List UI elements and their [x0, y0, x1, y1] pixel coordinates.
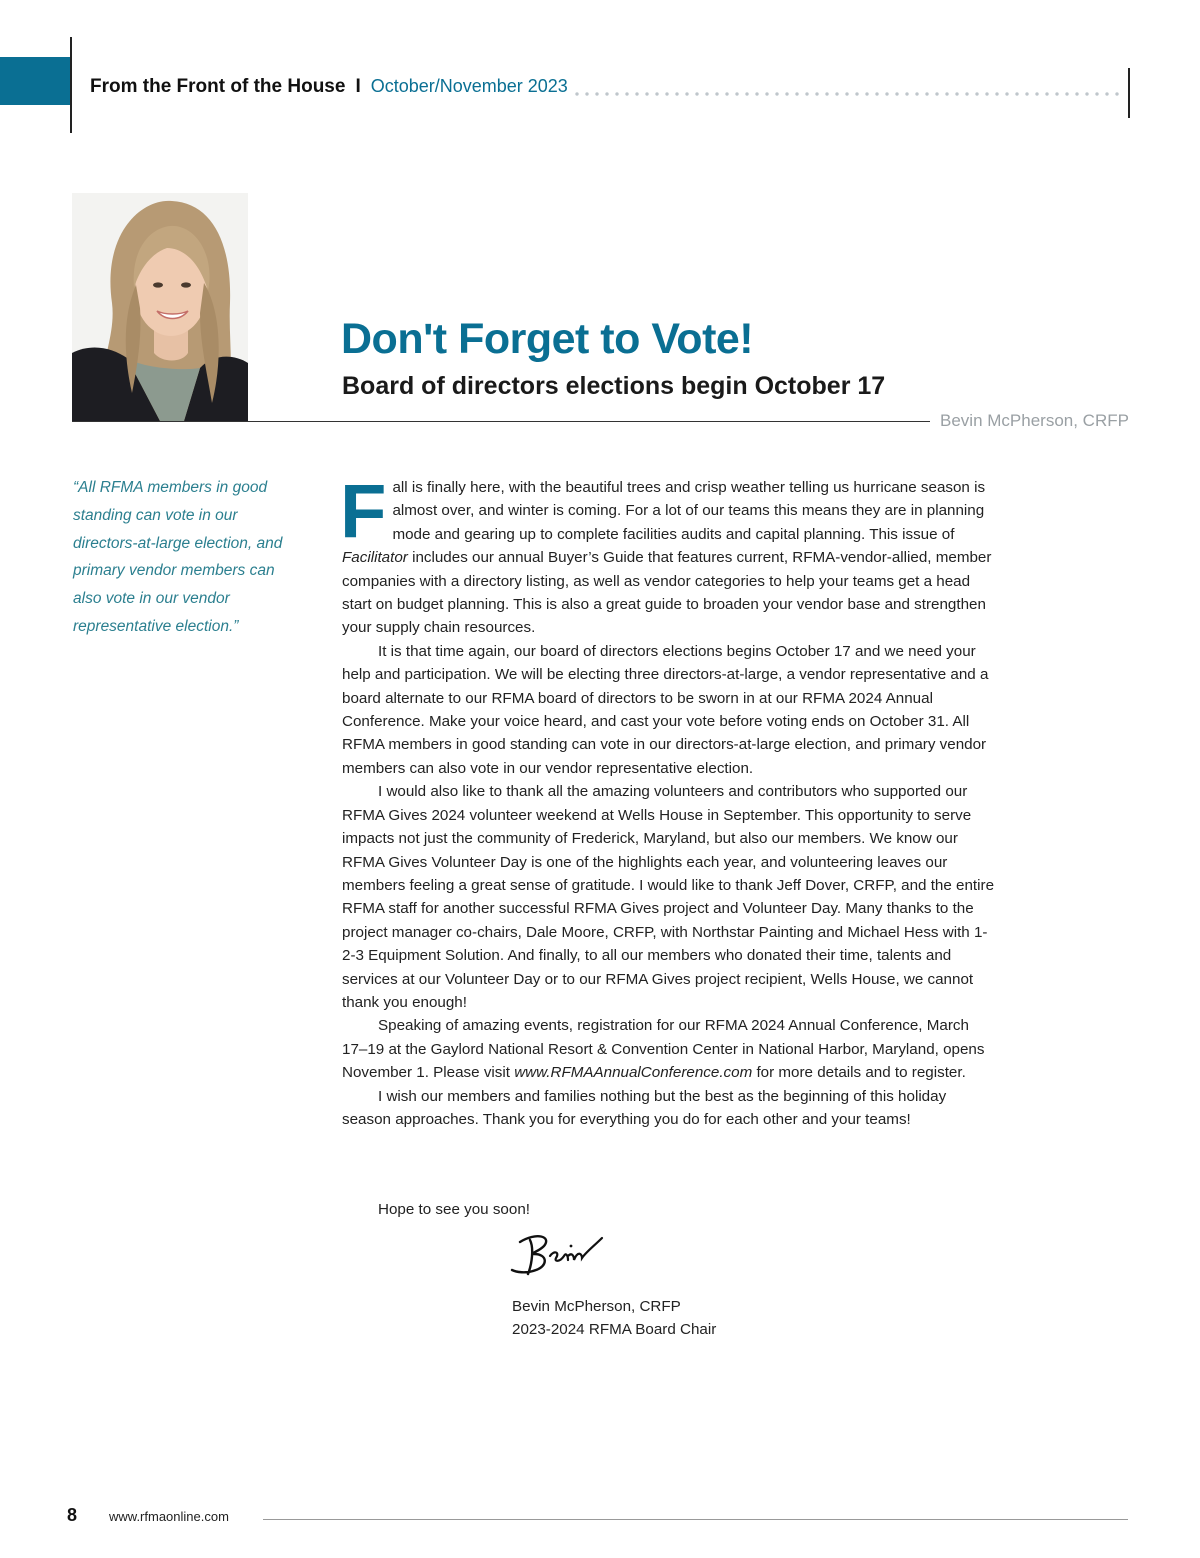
header-left-rule: [70, 37, 72, 133]
footer-rule: [263, 1519, 1128, 1520]
section-name: From the Front of the House: [90, 76, 346, 97]
issue-date: October/November 2023: [370, 76, 568, 96]
author-portrait: [72, 193, 248, 421]
paragraph-1-text-a: all is finally here, with the beautiful trees and crisp weather telling us hurricane season is almost over, and winter is coming. For a lot of our teams this means they are in planning mode and gearing up to complete facilities audits and capital planning. This issue of: [392, 479, 986, 543]
signer-block: [512, 1295, 716, 1342]
pull-quote: “All RFMA members in good standing can vote in our directors-at-large election, and primary vendor members can also vote in our vendor representative election.”: [73, 479, 283, 635]
signer-name: Bevin McPherson, CRFP: [512, 1298, 681, 1315]
paragraph-5: I wish our members and families nothing but the best as the beginning of this holiday season approaches. Thank you for everything you do for each other and your teams!: [342, 1087, 947, 1128]
paragraph-4-text-a: Speaking of amazing events, registration for our RFMA 2024 Annual Conference, March 17–19 at the Gaylord National Resort & Convention Center in National Harbor, Maryland, opens November 1. Please visit: [342, 1017, 985, 1082]
paragraph-3: I would also like to thank all the amazing volunteers and contributors who supported our RFMA Gives 2024 volunteer weekend at Wells House in September. This opportunity to serve impacts not just the community of Frederick, Maryland, but also our members. We know our RFMA Gives Volunteer Day is one of the highlights each year, and volunteering leaves our members feeling a great sense of gratitude. I would like to thank Jeff Dover, CRFP, and the entire RFMA staff for another successful RFMA Gives project and Volunteer Day. Many thanks to the project manager co-chairs, Dale Moore, CRFP, with Northstar Painting and Michael Hess with 1-2-3 Equipment Solution. And finally, to all our members who donated their time, talents and services at our Volunteer Day or to our RFMA Gives project recipient, Wells House, we cannot thank you enough!: [342, 783, 995, 1011]
header-separator: I: [355, 76, 361, 97]
closing-line: Hope to see you soon!: [378, 1201, 530, 1218]
paragraph-4-text-b: for more details and to register.: [752, 1064, 966, 1082]
article-title: Don't Forget to Vote!: [341, 315, 754, 363]
drop-cap: F: [340, 469, 387, 554]
handwritten-signature: [508, 1226, 604, 1280]
footer-website[interactable]: www.rfmaonline.com: [109, 1509, 229, 1524]
article-subtitle: Board of directors elections begin October 17: [342, 372, 886, 400]
header-right-rule: [1128, 68, 1130, 118]
signer-title: 2023-2024 RFMA Board Chair: [512, 1321, 717, 1339]
paragraph-1-text-b: includes our annual Buyer’s Guide that features current, RFMA-vendor-allied, member companies with a directory listing, as well as vendor categories to help your teams get a head start on budget planning. This is also a great guide to broaden your vendor base and strengthen your supply chain resources.: [342, 549, 992, 637]
publication-name: Facilitator: [342, 549, 408, 567]
header-dotted-leader: [572, 92, 1122, 96]
paragraph-4: [342, 1014, 998, 1084]
portrait-illustration: [72, 193, 248, 421]
header-accent-block: [0, 57, 70, 105]
article-body: [340, 469, 998, 1131]
page-number: 8: [67, 1505, 78, 1525]
title-rule: [72, 421, 930, 422]
running-header: [90, 76, 568, 98]
conference-link[interactable]: www.RFMAAnnualConference.com: [514, 1064, 753, 1082]
paragraph-2: It is that time again, our board of directors elections begins October 17 and we need your help and participation. We will be electing three directors-at-large, a vendor representative and a board alternate to our RFMA board of directors to be sworn in at our RFMA 2024 Annual Conference. Make your voice heard, and cast your vote before voting ends on October 31. All RFMA members in good standing can vote in our directors-at-large election, and primary vendor members can also vote in our vendor representative election.: [342, 642, 989, 777]
byline: Bevin McPherson, CRFP: [940, 411, 1129, 430]
paragraph-1: [340, 469, 998, 640]
